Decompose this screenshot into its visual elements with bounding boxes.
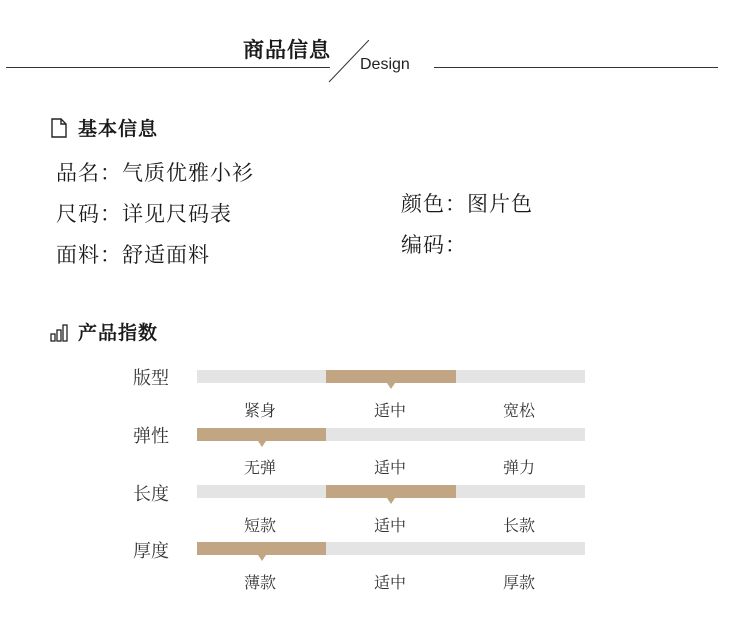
index-indicator-pointer <box>258 441 266 447</box>
index-option: 适中 <box>373 573 406 592</box>
index-label: 长度 <box>133 484 169 505</box>
index-track <box>197 370 585 383</box>
product-code: 编码： <box>401 233 467 257</box>
product-name: 品名：气质优雅小衫 <box>56 161 254 185</box>
index-track <box>197 428 585 441</box>
bar-chart-icon <box>50 322 68 342</box>
index-option: 短款 <box>243 516 276 535</box>
index-indicator-pointer <box>387 383 395 389</box>
product-index-header <box>50 318 158 345</box>
index-label: 厚度 <box>133 541 169 562</box>
index-option: 无弹 <box>243 458 276 477</box>
document-icon <box>50 118 68 138</box>
index-option: 适中 <box>373 401 406 420</box>
product-size: 尺码：详见尺码表 <box>56 202 232 226</box>
index-track <box>197 485 585 498</box>
index-option: 厚款 <box>502 573 535 592</box>
basic-info-title: 基本信息 <box>78 118 159 140</box>
index-option: 适中 <box>373 516 406 535</box>
header-divider-right <box>434 67 718 68</box>
index-label: 版型 <box>133 368 169 389</box>
index-indicator-pointer <box>387 498 395 504</box>
product-index-title: 产品指数 <box>78 322 159 344</box>
index-indicator-pointer <box>258 555 266 561</box>
product-fabric: 面料：舒适面料 <box>56 243 210 267</box>
product-color: 颜色：图片色 <box>401 192 533 216</box>
index-indicator <box>326 370 455 383</box>
header-divider-left <box>6 67 330 68</box>
index-option: 适中 <box>373 458 406 477</box>
page-subtitle: Design <box>360 56 410 73</box>
index-option: 宽松 <box>502 401 535 420</box>
index-indicator <box>326 485 455 498</box>
index-indicator <box>197 428 326 441</box>
index-option: 紧身 <box>243 401 276 420</box>
index-option: 长款 <box>502 516 535 535</box>
index-option: 薄款 <box>243 573 276 592</box>
basic-info-header <box>50 114 158 141</box>
index-indicator <box>197 542 326 555</box>
index-label: 弹性 <box>133 426 169 447</box>
index-option: 弹力 <box>502 458 535 477</box>
page-title: 商品信息 <box>243 38 331 62</box>
index-track <box>197 542 585 555</box>
